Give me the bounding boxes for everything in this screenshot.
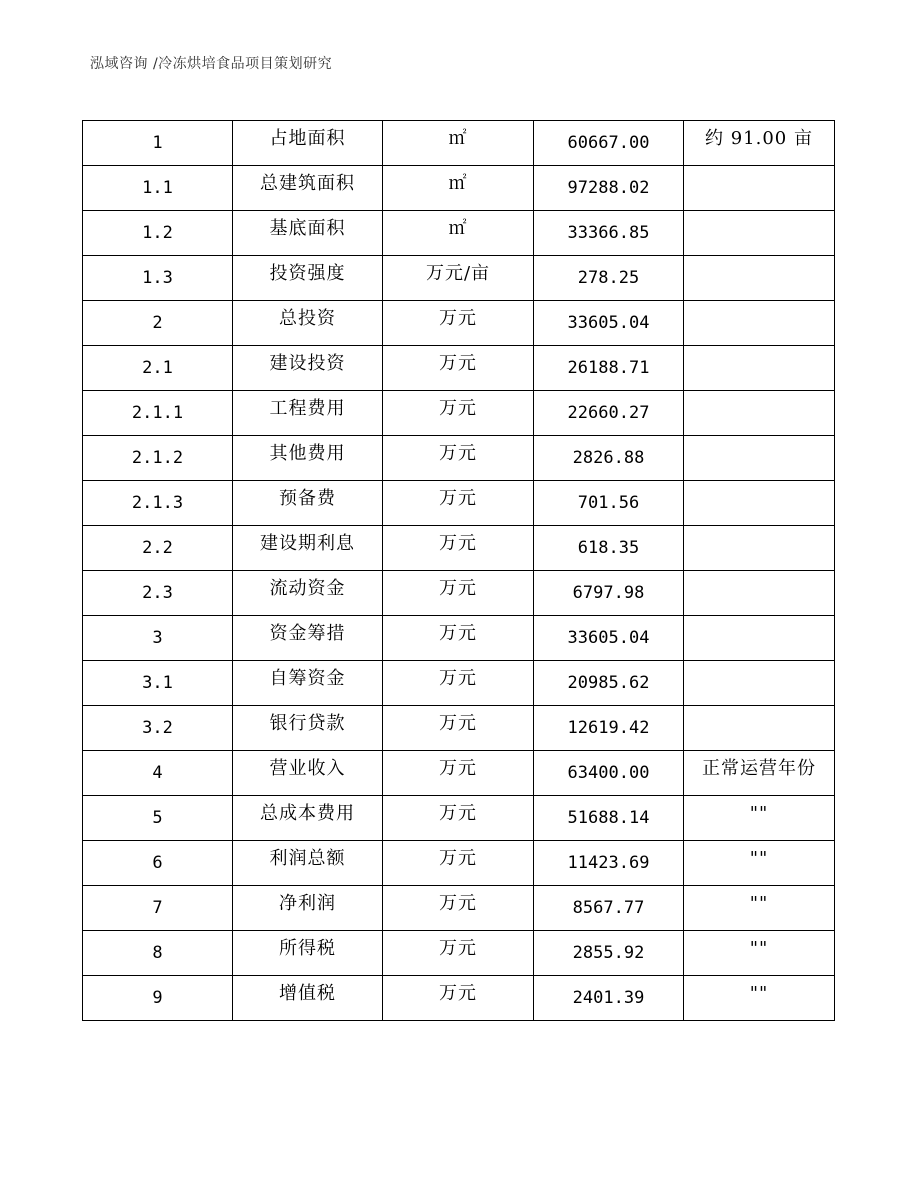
- note-cell: [684, 616, 835, 661]
- row-number-cell: 2.2: [83, 526, 233, 571]
- value-cell: 12619.42: [534, 706, 684, 751]
- unit-cell: ㎡: [383, 121, 534, 166]
- note-cell: 约 91.00 亩: [684, 121, 835, 166]
- value-cell: 33366.85: [534, 211, 684, 256]
- note-cell: "": [684, 931, 835, 976]
- row-number-cell: 2.1.2: [83, 436, 233, 481]
- table-row: [83, 346, 835, 391]
- unit-cell: 万元: [383, 346, 534, 391]
- row-number-cell: 1: [83, 121, 233, 166]
- unit-cell: 万元: [383, 841, 534, 886]
- note-cell: [684, 481, 835, 526]
- item-name-cell: 预备费: [233, 481, 383, 526]
- item-name-cell: 增值税: [233, 976, 383, 1021]
- value-cell: 97288.02: [534, 166, 684, 211]
- table-row: [83, 616, 835, 661]
- item-name-cell: 建设期利息: [233, 526, 383, 571]
- value-cell: 51688.14: [534, 796, 684, 841]
- table-row: [83, 661, 835, 706]
- item-name-cell: 流动资金: [233, 571, 383, 616]
- unit-cell: 万元: [383, 931, 534, 976]
- table-row: [83, 121, 835, 166]
- table-row: [83, 211, 835, 256]
- table-row: [83, 391, 835, 436]
- item-name-cell: 其他费用: [233, 436, 383, 481]
- unit-cell: 万元: [383, 976, 534, 1021]
- value-cell: 701.56: [534, 481, 684, 526]
- note-cell: [684, 166, 835, 211]
- table-row: [83, 841, 835, 886]
- value-cell: 2401.39: [534, 976, 684, 1021]
- row-number-cell: 1.1: [83, 166, 233, 211]
- note-cell: [684, 571, 835, 616]
- unit-cell: 万元: [383, 436, 534, 481]
- value-cell: 26188.71: [534, 346, 684, 391]
- row-number-cell: 4: [83, 751, 233, 796]
- unit-cell: 万元: [383, 571, 534, 616]
- table-row: [83, 931, 835, 976]
- table-row: [83, 571, 835, 616]
- unit-cell: ㎡: [383, 166, 534, 211]
- item-name-cell: 总建筑面积: [233, 166, 383, 211]
- value-cell: 6797.98: [534, 571, 684, 616]
- value-cell: 8567.77: [534, 886, 684, 931]
- row-number-cell: 2.1: [83, 346, 233, 391]
- table-body: [83, 121, 835, 1021]
- table-row: [83, 886, 835, 931]
- row-number-cell: 9: [83, 976, 233, 1021]
- table-row: [83, 526, 835, 571]
- unit-cell: 万元: [383, 886, 534, 931]
- note-cell: "": [684, 976, 835, 1021]
- page-header: 泓域咨询 /冷冻烘培食品项目策划研究: [90, 56, 333, 72]
- item-name-cell: 资金筹措: [233, 616, 383, 661]
- unit-cell: 万元: [383, 706, 534, 751]
- item-name-cell: 自筹资金: [233, 661, 383, 706]
- value-cell: 2826.88: [534, 436, 684, 481]
- table-row: [83, 166, 835, 211]
- table-row: [83, 751, 835, 796]
- item-name-cell: 建设投资: [233, 346, 383, 391]
- unit-cell: 万元: [383, 616, 534, 661]
- note-cell: [684, 391, 835, 436]
- item-name-cell: 工程费用: [233, 391, 383, 436]
- note-cell: [684, 706, 835, 751]
- note-cell: [684, 436, 835, 481]
- table-row: [83, 301, 835, 346]
- value-cell: 22660.27: [534, 391, 684, 436]
- value-cell: 618.35: [534, 526, 684, 571]
- note-cell: [684, 346, 835, 391]
- item-name-cell: 所得税: [233, 931, 383, 976]
- value-cell: 33605.04: [534, 616, 684, 661]
- note-cell: 正常运营年份: [684, 751, 835, 796]
- value-cell: 11423.69: [534, 841, 684, 886]
- item-name-cell: 投资强度: [233, 256, 383, 301]
- note-cell: "": [684, 796, 835, 841]
- note-cell: [684, 211, 835, 256]
- item-name-cell: 银行贷款: [233, 706, 383, 751]
- row-number-cell: 2: [83, 301, 233, 346]
- row-number-cell: 3: [83, 616, 233, 661]
- item-name-cell: 营业收入: [233, 751, 383, 796]
- row-number-cell: 1.2: [83, 211, 233, 256]
- row-number-cell: 2.1.3: [83, 481, 233, 526]
- unit-cell: 万元: [383, 796, 534, 841]
- table-row: [83, 706, 835, 751]
- row-number-cell: 2.3: [83, 571, 233, 616]
- value-cell: 33605.04: [534, 301, 684, 346]
- item-name-cell: 总成本费用: [233, 796, 383, 841]
- table-row: [83, 796, 835, 841]
- unit-cell: 万元: [383, 751, 534, 796]
- row-number-cell: 2.1.1: [83, 391, 233, 436]
- unit-cell: 万元: [383, 391, 534, 436]
- row-number-cell: 8: [83, 931, 233, 976]
- item-name-cell: 占地面积: [233, 121, 383, 166]
- item-name-cell: 利润总额: [233, 841, 383, 886]
- table-row: [83, 976, 835, 1021]
- note-cell: [684, 301, 835, 346]
- note-cell: [684, 661, 835, 706]
- row-number-cell: 3.2: [83, 706, 233, 751]
- indicator-table: [82, 120, 835, 1021]
- note-cell: "": [684, 841, 835, 886]
- value-cell: 60667.00: [534, 121, 684, 166]
- value-cell: 20985.62: [534, 661, 684, 706]
- value-cell: 63400.00: [534, 751, 684, 796]
- unit-cell: 万元: [383, 301, 534, 346]
- row-number-cell: 1.3: [83, 256, 233, 301]
- row-number-cell: 5: [83, 796, 233, 841]
- unit-cell: 万元/亩: [383, 256, 534, 301]
- item-name-cell: 净利润: [233, 886, 383, 931]
- unit-cell: ㎡: [383, 211, 534, 256]
- value-cell: 2855.92: [534, 931, 684, 976]
- value-cell: 278.25: [534, 256, 684, 301]
- table-row: [83, 481, 835, 526]
- note-cell: "": [684, 886, 835, 931]
- unit-cell: 万元: [383, 661, 534, 706]
- note-cell: [684, 256, 835, 301]
- row-number-cell: 7: [83, 886, 233, 931]
- unit-cell: 万元: [383, 481, 534, 526]
- table-row: [83, 436, 835, 481]
- item-name-cell: 总投资: [233, 301, 383, 346]
- table-row: [83, 256, 835, 301]
- row-number-cell: 3.1: [83, 661, 233, 706]
- unit-cell: 万元: [383, 526, 534, 571]
- item-name-cell: 基底面积: [233, 211, 383, 256]
- row-number-cell: 6: [83, 841, 233, 886]
- note-cell: [684, 526, 835, 571]
